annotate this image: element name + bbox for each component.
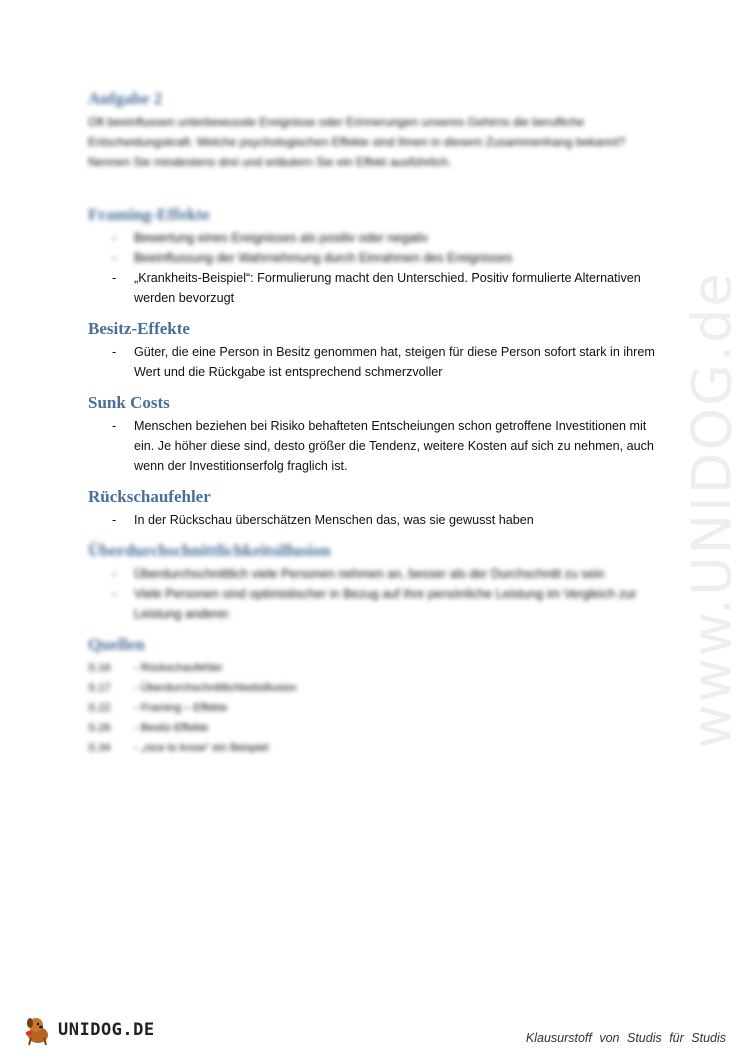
source-reference: - Besitz-Effekte [134, 722, 209, 734]
source-reference: - „nice to know“ ein Beispiel [134, 742, 269, 754]
dash-marker: - [112, 587, 117, 601]
source-reference: - Überdurchschnittlichkeitsillusion [134, 682, 297, 694]
list-item [88, 342, 668, 382]
list-item-text: Beeinflussung der Wahrnehmung durch Einrahmen des Ereignisses [134, 251, 513, 265]
footer-slogan: Klausurstoff von Studis für Studis [525, 1031, 726, 1045]
section-sunk-costs [88, 392, 668, 476]
logo-text: UNIDOG.DE [58, 1020, 155, 1040]
source-reference: - Framing – Effekte [134, 702, 228, 714]
besitz-title: Besitz-Effekte [88, 319, 190, 338]
section-ueberdurchschnittlichkeit [88, 540, 668, 624]
sunk-costs-list [88, 416, 668, 476]
source-row [88, 738, 668, 758]
list-item-text: Bewertung eines Ereignisses als positiv oder negativ [134, 231, 429, 245]
dash-marker: - [112, 271, 117, 285]
ueberdurchschnittlichkeit-list [88, 564, 668, 624]
unidog-logo[interactable] [22, 1014, 155, 1046]
source-page: S.34 [88, 742, 111, 754]
list-item [88, 228, 668, 248]
list-item [88, 584, 668, 624]
list-item [88, 564, 668, 584]
list-item-text: Güter, die eine Person in Besitz genommen hat, steigen für diese Person sofort stark in ihrem Wert und die Rückgabe ist entsprechend schmerzvoller [134, 345, 655, 379]
source-page: S.17 [88, 682, 111, 694]
dash-marker: - [112, 567, 117, 581]
source-row [88, 718, 668, 738]
document-content [88, 88, 668, 758]
framing-list [88, 228, 668, 308]
list-item [88, 416, 668, 476]
dog-mascot-icon [22, 1014, 54, 1046]
source-page: S.22 [88, 702, 111, 714]
dash-marker: - [112, 513, 117, 527]
source-reference: - Rückschaufehler [134, 662, 223, 674]
source-row [88, 678, 668, 698]
dash-marker: - [112, 345, 117, 359]
watermark-text: www.UNIDOG.de [680, 271, 744, 749]
section-besitz [88, 318, 668, 382]
list-item [88, 510, 668, 530]
list-item-text: Viele Personen sind optimistischer in Bezug auf ihre persönliche Leistung im Vergleich zur Leistung anderer. [134, 587, 637, 621]
rueckschaufehler-list [88, 510, 668, 530]
task-title: Aufgabe 2 [88, 89, 163, 108]
source-page: S.16 [88, 662, 111, 674]
rueckschaufehler-title: Rückschaufehler [88, 487, 211, 506]
source-row [88, 698, 668, 718]
task-text: Oft beeinflussen unterbewusste Ereignisse oder Erinnerungen unseres Gehirns die berufliche Entscheidungskraft. Welche psychologischen Effekte sind Ihnen in diesem Zusammenhang bekannt? Nennen Sie mindestens drei und erläutern Sie ein Effekt ausführlich. [88, 115, 626, 169]
besitz-list [88, 342, 668, 382]
sunk-costs-title: Sunk Costs [88, 393, 170, 412]
source-page: S.26 [88, 722, 111, 734]
section-framing [88, 204, 668, 308]
quellen-title: Quellen [88, 635, 145, 654]
dash-marker: - [112, 231, 117, 245]
source-row [88, 658, 668, 678]
sources-list [88, 658, 668, 758]
list-item-text: In der Rückschau überschätzen Menschen das, was sie gewusst haben [134, 513, 534, 527]
list-item-text: Menschen beziehen bei Risiko behafteten Entscheiungen schon getroffene Investitionen mit ein. Je höher diese sind, desto größer die Tendenz, weitere Kosten auf sich zu nehmen, auch wenn der Investitionserfolg fraglich ist. [134, 419, 654, 473]
ueberdurchschnittlichkeit-title: Überdurchschnittlichkeitsillusion [88, 541, 331, 560]
list-item [88, 268, 668, 308]
list-item [88, 248, 668, 268]
dash-marker: - [112, 251, 117, 265]
section-quellen [88, 634, 668, 758]
framing-title: Framing-Effekte [88, 205, 210, 224]
list-item-text: Überdurchschnittlich viele Personen nehmen an, besser als der Durchschnitt zu sein [134, 567, 605, 581]
task-block [88, 88, 668, 172]
list-item-text: „Krankheits-Beispiel“: Formulierung macht den Unterschied. Positiv formulierte Alternativen werden bevorzugt [134, 271, 641, 305]
dash-marker: - [112, 419, 117, 433]
section-rueckschaufehler [88, 486, 668, 530]
